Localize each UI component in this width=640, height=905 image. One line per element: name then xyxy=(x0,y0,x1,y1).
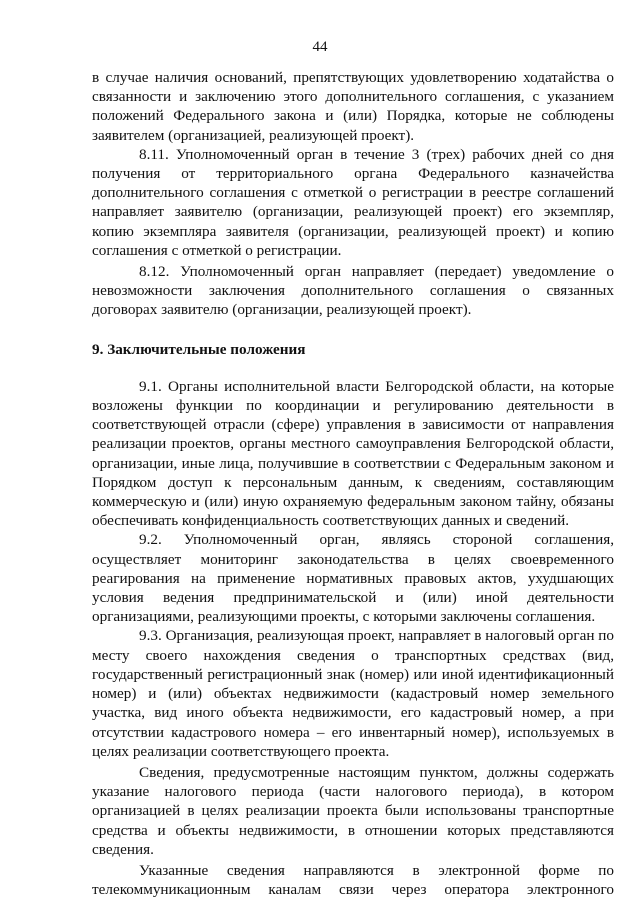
paragraph-8-11: 8.11. Уполномоченный орган в течение 3 (трех) рабочих дней со дня получения от территориального органа Федерального казначейства дополнительного соглашения с отметкой о регистрации в реестре соглашений направляет заявителю (организации, реализующей проект) его экземпляр, копию экземпляра заявителя (организации, реализующей проект) и копию соглашения с отметкой о регистрации. xyxy=(92,145,614,259)
paragraph-info-delivery: Указанные сведения направляются в электронной форме по телекоммуникационным каналам связи через оператора электронного xyxy=(92,861,614,899)
paragraph-info-content: Сведения, предусмотренные настоящим пунктом, должны содержать указание налогового периода (части налогового периода), в котором организацией в целях реализации проекта были использованы транспортные средства и объекты недвижимости, в отношении которых представляются сведения. xyxy=(92,763,614,858)
paragraph-9-3: 9.3. Организация, реализующая проект, направляет в налоговый орган по месту своего нахождения сведения о транспортных средствах (вид, государственный регистрационный знак (номер) или иной идентификационный номер) и (или) объектах недвижимости (кадастровый номер земельного участка, вид иного объекта недвижимости, его кадастровый номер, а при отсутствии кадастрового номера – его инвентарный номер), используемых в целях реализации соответствующего проекта. xyxy=(92,627,614,760)
paragraph-continuation: в случае наличия оснований, препятствующих удовлетворению ходатайства о связанности и заключению этого дополнительного соглашения, с указанием положений Федерального закона и (или) Порядка, которые не соблюдены заявителем (организацией, реализующей проект). xyxy=(92,69,614,144)
page-number: 44 xyxy=(312,39,328,55)
paragraph-9-2: 9.2. Уполномоченный орган, являясь стороной соглашения, осуществляет мониторинг законодательства в целях своевременного реагирования на применение нормативных правовых актов, ухудшающих условия ведения предпринимательской и (или) иной деятельности организациями, реализующими проекты, с которыми заключены соглашения. xyxy=(92,531,614,626)
section-heading: 9. Заключительные положения xyxy=(92,340,306,358)
document-body xyxy=(92,68,614,899)
paragraph-8-12: 8.12. Уполномоченный орган направляет (передает) уведомление о невозможности заключения дополнительного соглашения о связанных договорах заявителю (организации, реализующей проект). xyxy=(92,263,614,319)
paragraph-9-1: 9.1. Органы исполнительной власти Белгородской области, на которые возложены функции по координации и регулированию деятельности в соответствующей отрасли (сфере) управления в зависимости от направления реализации проектов, органы местного самоуправления Белгородской области, организации, иные лица, получившие в соответствии с Федеральным законом и Порядком доступ к персональным данным, к сведениям, составляющим коммерческую и (или) иную охраняемую федеральным законом тайну, обязаны обеспечивать конфиденциальность соответствующих данных и сведений. xyxy=(92,377,614,530)
